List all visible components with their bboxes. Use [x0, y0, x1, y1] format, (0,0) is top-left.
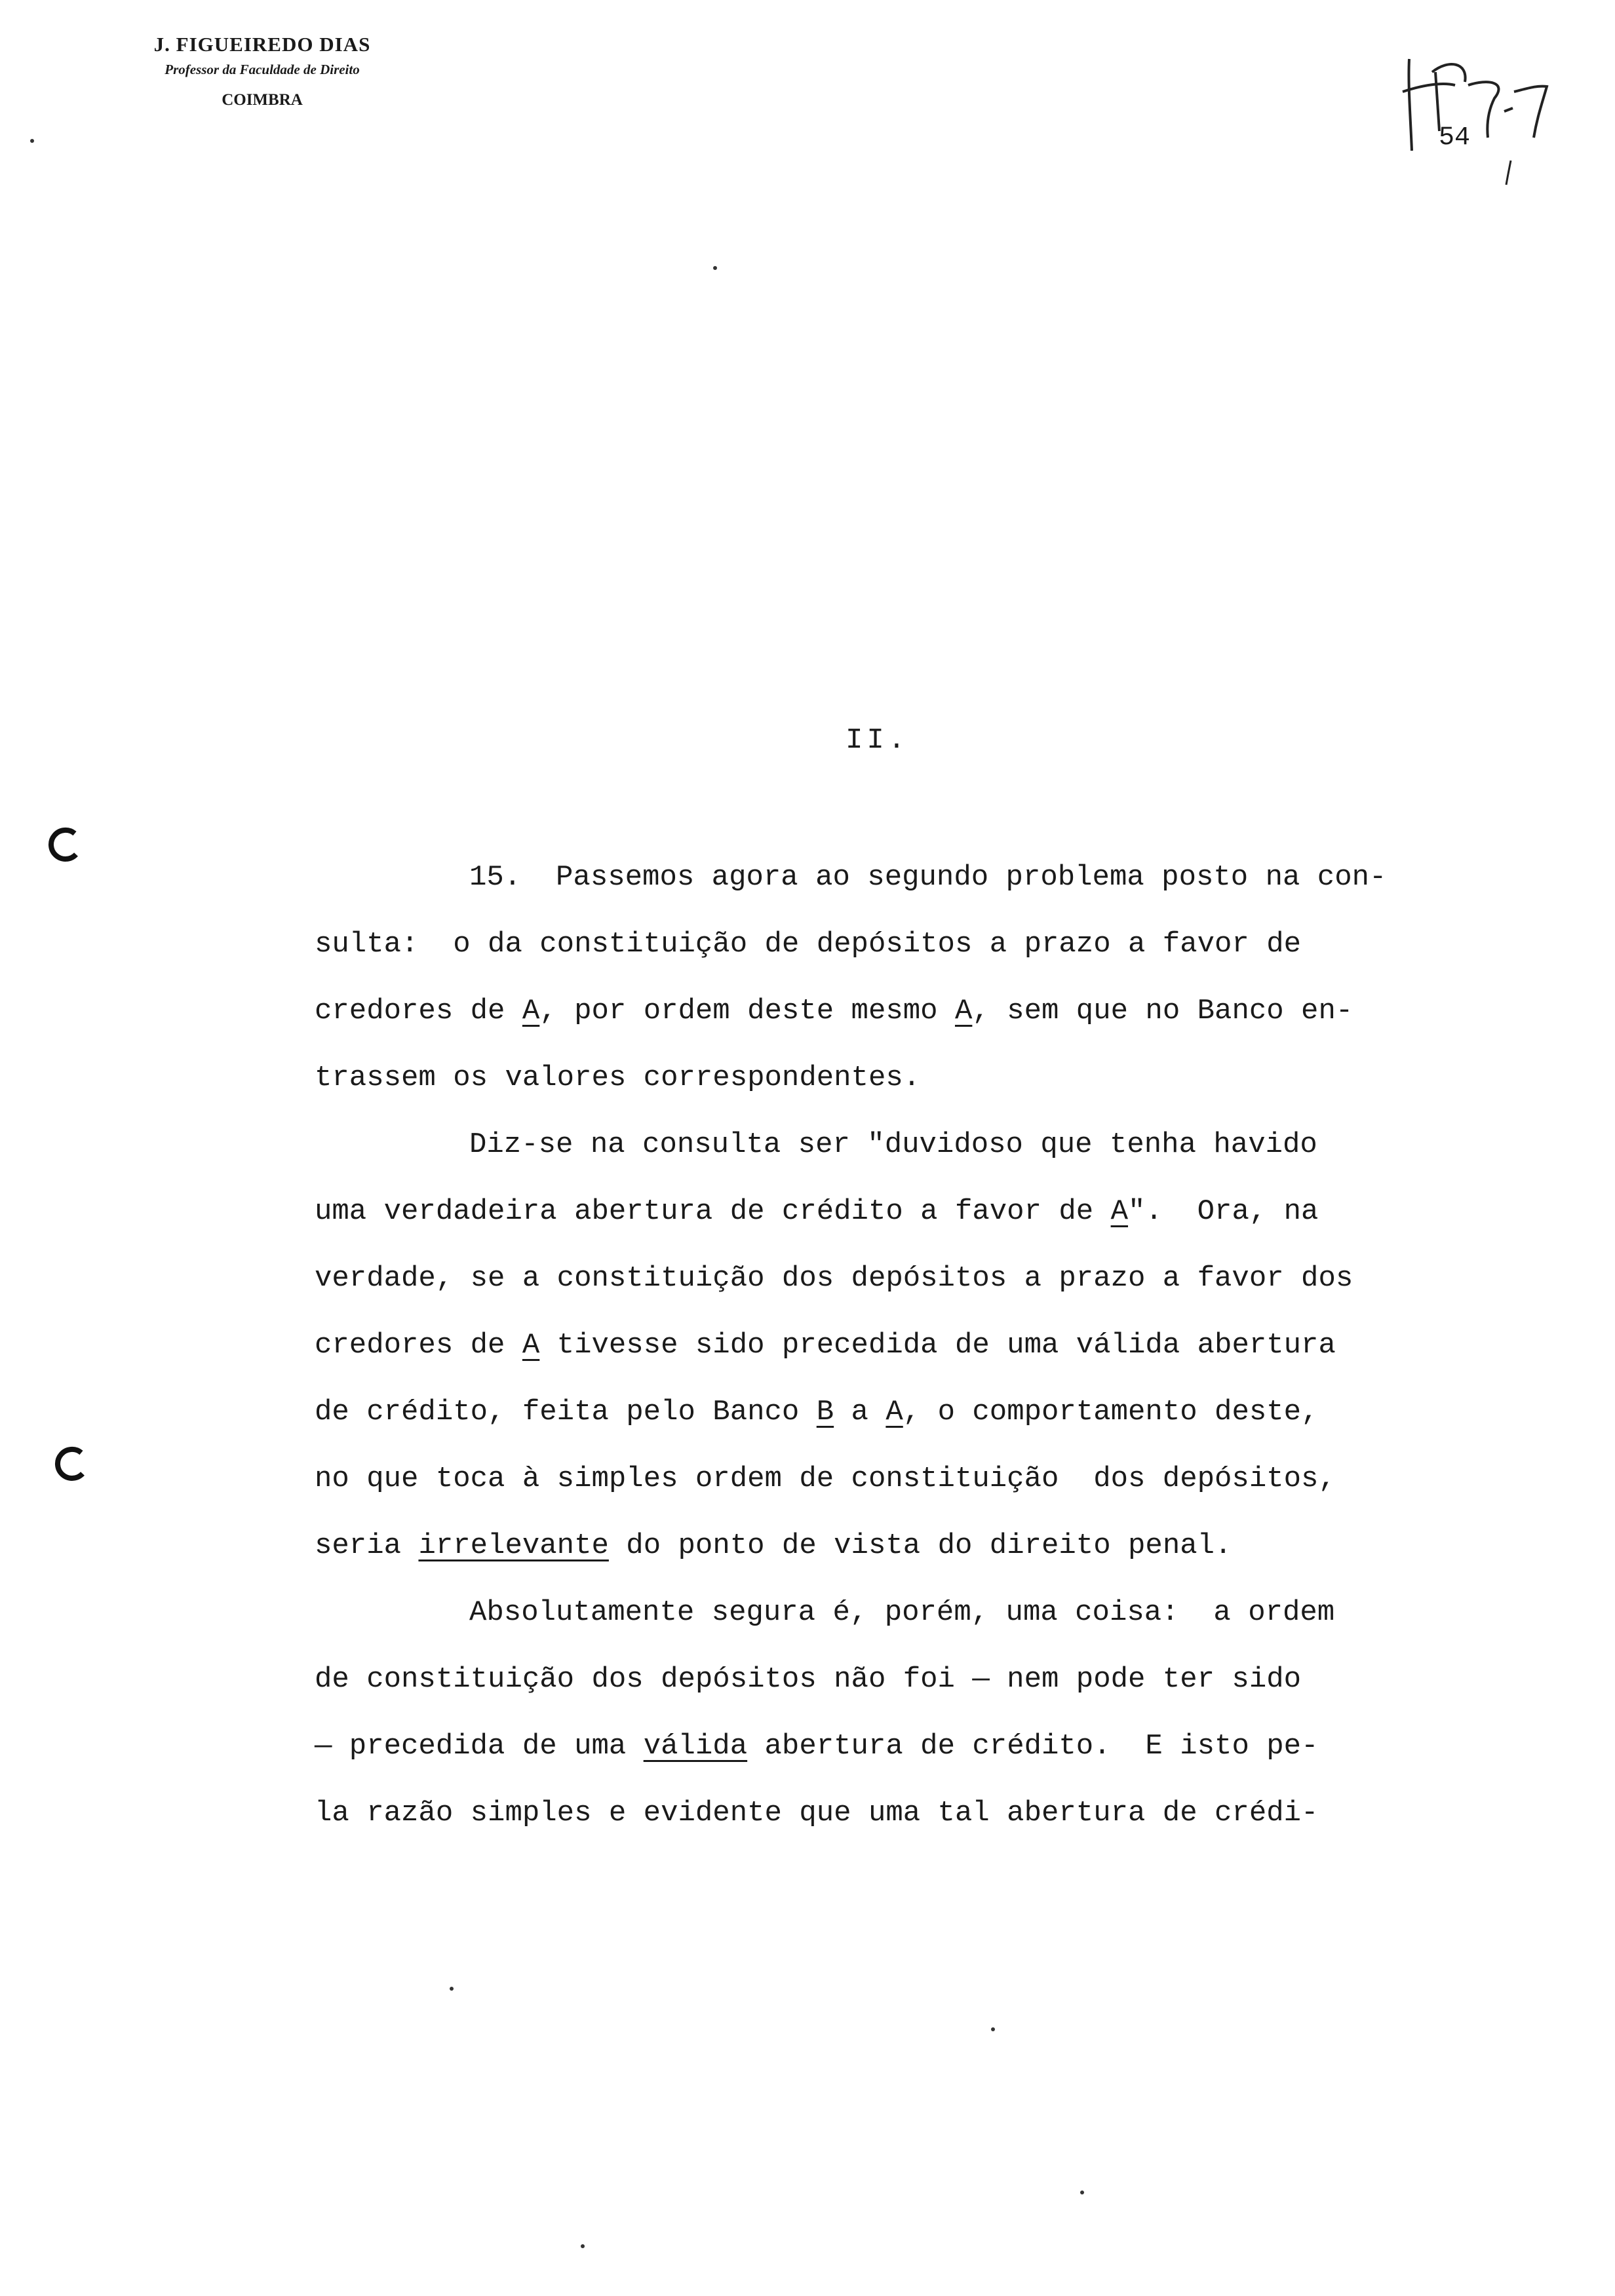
- underlined-party-a: A: [885, 1396, 903, 1428]
- section-heading: II.: [846, 724, 910, 757]
- paragraph: [315, 853, 1521, 1120]
- document-body: [315, 853, 1521, 1856]
- text-line: [315, 987, 1521, 1054]
- text-run: a: [834, 1396, 886, 1428]
- text-run: — precedida de uma: [315, 1730, 644, 1763]
- text-run: do ponto de vista do direito penal.: [608, 1529, 1232, 1562]
- underlined-party-a: A: [522, 1329, 540, 1362]
- author-city: COIMBRA: [222, 91, 303, 109]
- underlined-term: irrelevante: [418, 1529, 609, 1562]
- underlined-party-a: A: [954, 995, 973, 1027]
- author-title: Professor da Faculdade de Direito: [165, 62, 360, 77]
- text-run: seria: [315, 1529, 419, 1562]
- underlined-party-a: A: [1110, 1195, 1129, 1228]
- paper-speck: [581, 2244, 585, 2248]
- handwritten-initials-mark: [1396, 46, 1566, 190]
- text-run: , o comportamento deste,: [903, 1396, 1319, 1428]
- text-run: abertura de crédito. E isto pe-: [747, 1730, 1319, 1763]
- punch-hole-icon: [52, 1445, 90, 1483]
- punch-hole-icon: [46, 826, 84, 864]
- folio-number: 54: [1439, 123, 1471, 153]
- text-run: , sem que no Banco en-: [972, 995, 1353, 1027]
- underlined-term: válida: [643, 1730, 748, 1763]
- text-line: de constituição dos depósitos não foi — nem pode ter sido: [315, 1663, 1302, 1696]
- text-line: 15. Passemos agora ao segundo problema posto na con-: [469, 861, 1387, 894]
- text-line: [315, 1722, 1521, 1789]
- text-line: Absolutamente segura é, porém, uma coisa: a ordem: [469, 1596, 1335, 1629]
- text-line: sulta: o da constituição de depósitos a prazo a favor de: [315, 928, 1302, 961]
- text-run: , por ordem deste mesmo: [539, 995, 955, 1027]
- paper-speck: [450, 1987, 454, 1991]
- text-run: tivesse sido precedida de uma válida abertura: [539, 1329, 1336, 1362]
- text-run: de crédito, feita pelo Banco: [315, 1396, 817, 1428]
- text-run: credores de: [315, 1329, 522, 1362]
- paper-speck: [713, 266, 717, 270]
- text-line: trassem os valores correspondentes.: [315, 1062, 921, 1094]
- author-name: J. FIGUEIREDO DIAS: [153, 33, 371, 56]
- paper-speck: [30, 139, 34, 143]
- underlined-party-a: A: [522, 995, 540, 1027]
- text-line: [315, 1388, 1521, 1455]
- text-run: uma verdadeira abertura de crédito a favor de: [315, 1195, 1111, 1228]
- text-line: [315, 1521, 1521, 1588]
- text-run: credores de: [315, 995, 522, 1027]
- underlined-party-b: B: [816, 1396, 834, 1428]
- paper-speck: [991, 2027, 995, 2031]
- paper-speck: [1080, 2191, 1084, 2194]
- text-line: verdade, se a constituição dos depósitos a prazo a favor dos: [315, 1262, 1353, 1295]
- paragraph: [315, 1120, 1521, 1588]
- text-line: la razão simples e evidente que uma tal abertura de crédi-: [315, 1797, 1319, 1829]
- text-run: ". Ora, na: [1128, 1195, 1319, 1228]
- text-line: [315, 1187, 1521, 1254]
- paragraph: [315, 1588, 1521, 1856]
- letterhead: [105, 33, 419, 109]
- text-line: Diz-se na consulta ser "duvidoso que tenha havido: [469, 1128, 1317, 1161]
- text-line: no que toca à simples ordem de constituição dos depósitos,: [315, 1463, 1336, 1495]
- text-line: [315, 1321, 1521, 1388]
